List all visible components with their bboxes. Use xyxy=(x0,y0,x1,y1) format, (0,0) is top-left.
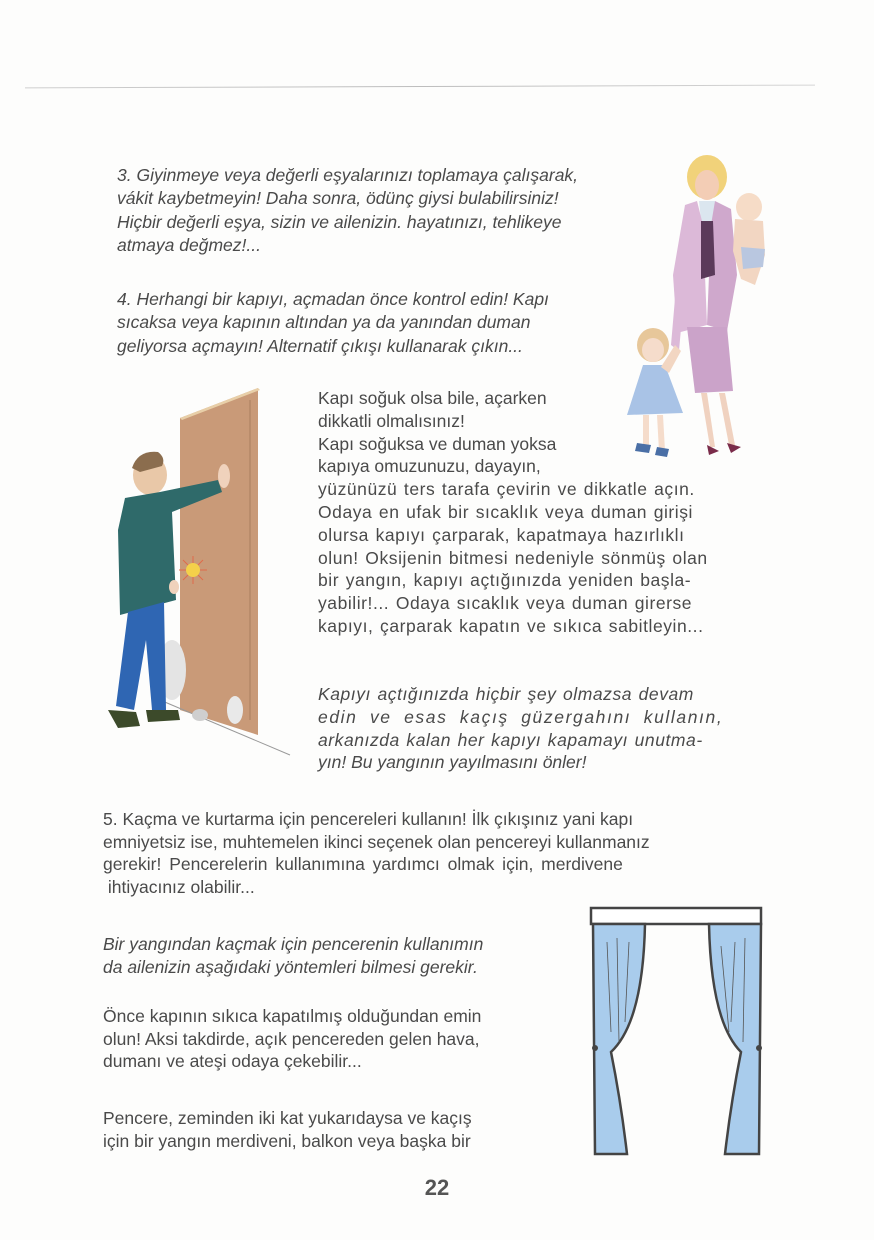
text-line: yüzünüzü ters tarafa çevirin ve dikkatle açın. xyxy=(318,479,695,500)
text-line: 5. Kaçma ve kurtarma için pencereleri kullanın! İlk çıkışınız yani kapı xyxy=(103,809,634,829)
text-line: Hiçbir değerli eşya, sizin ve ailenizin. hayatınızı, tehlikeye xyxy=(117,211,562,232)
text-line: arkanızda kalan her kapıyı kapamayı unutma- xyxy=(318,729,703,750)
text-line: dikkatli olmalısınız! xyxy=(318,410,465,431)
text-line: Kapıyı açtığınızda hiçbir şey olmazsa devam xyxy=(318,684,694,704)
text-line: vákit kaybetmeyin! Daha sonra, ödünç giysi bulabilirsiniz! xyxy=(117,188,559,209)
text-line: olursa kapıyı çarparak, kapatmaya hazırlıklı xyxy=(318,524,685,545)
text-line: Kapı soğuk olsa bile, açarken xyxy=(318,388,547,408)
text-line: emniyetsiz ise, muhtemelen ikinci seçenek olan pencereyi kullanmanız xyxy=(103,831,650,852)
text-line: olun! Oksijenin bitmesi nedeniyle sönmüş olan xyxy=(318,547,708,568)
door-italic-note xyxy=(318,683,723,774)
text-line: sıcaksa veya kapının altından ya da yanından duman xyxy=(117,312,531,333)
text-line: gerekir! Pencerelerin kullanımına yardımcı olmak için, merdivene xyxy=(103,854,623,874)
item-5-paragraph xyxy=(103,808,650,898)
text-line: Kapı soğuksa ve duman yoksa xyxy=(318,433,557,454)
door-check-paragraph xyxy=(103,1005,481,1073)
text-line: da ailenizin aşağıdaki yöntemleri bilmesi gerekir. xyxy=(103,956,478,977)
text-line: Önce kapının sıkıca kapatılmış olduğundan emin xyxy=(103,1006,482,1026)
text-line: 4. Herhangi bir kapıyı, açmadan önce kontrol edin! Kapı xyxy=(117,289,549,309)
item-3-paragraph xyxy=(117,164,578,257)
mother-with-children-illustration xyxy=(615,155,775,465)
text-line: yabilir!... Odaya sıcaklık veya duman girerse xyxy=(318,593,693,614)
text-line: geliyorsa açmayın! Alternatif çıkışı kullanarak çıkın... xyxy=(117,335,523,356)
text-line: ihtiyacınız olabilir... xyxy=(103,876,255,897)
text-line: yın! Bu yangının yayılmasını önler! xyxy=(318,752,587,773)
item-4-paragraph xyxy=(117,288,549,358)
text-line: olun! Aksi takdirde, açık pencereden gelen hava, xyxy=(103,1028,480,1049)
window-height-paragraph xyxy=(103,1107,472,1152)
text-line: Pencere, zeminden iki kat yukarıdaysa ve kaçış xyxy=(103,1108,472,1128)
man-checking-door-illustration xyxy=(100,380,300,760)
text-line: için bir yangın merdiveni, balkon veya başka bir xyxy=(103,1130,471,1151)
text-line: edin ve esas kaçış güzergahını kullanın, xyxy=(318,706,724,727)
text-line: kapıya omuzunuzu, dayayın, xyxy=(318,456,541,477)
page-number: 22 xyxy=(424,1175,450,1200)
text-line: atmaya değmez!... xyxy=(117,234,261,255)
text-line: Odaya en ufak bir sıcaklık veya duman girişi xyxy=(318,501,693,522)
text-line: kapıyı, çarparak kapatın ve sıkıca sabitleyin... xyxy=(318,615,704,636)
text-line: Bir yangından kaçmak için pencerenin kullanımın xyxy=(103,934,484,954)
text-line: dumanı ve ateşi odaya çekebilir... xyxy=(103,1051,362,1071)
header-rule xyxy=(25,85,815,89)
text-line: 3. Giyinmeye veya değerli eşyalarınızı toplamaya çalışarak, xyxy=(117,165,579,185)
text-line: bir yangın, kapıyı açtığınızda yeniden başla- xyxy=(318,570,692,591)
window-italic-intro xyxy=(103,933,483,978)
window-curtains-illustration xyxy=(585,902,765,1162)
